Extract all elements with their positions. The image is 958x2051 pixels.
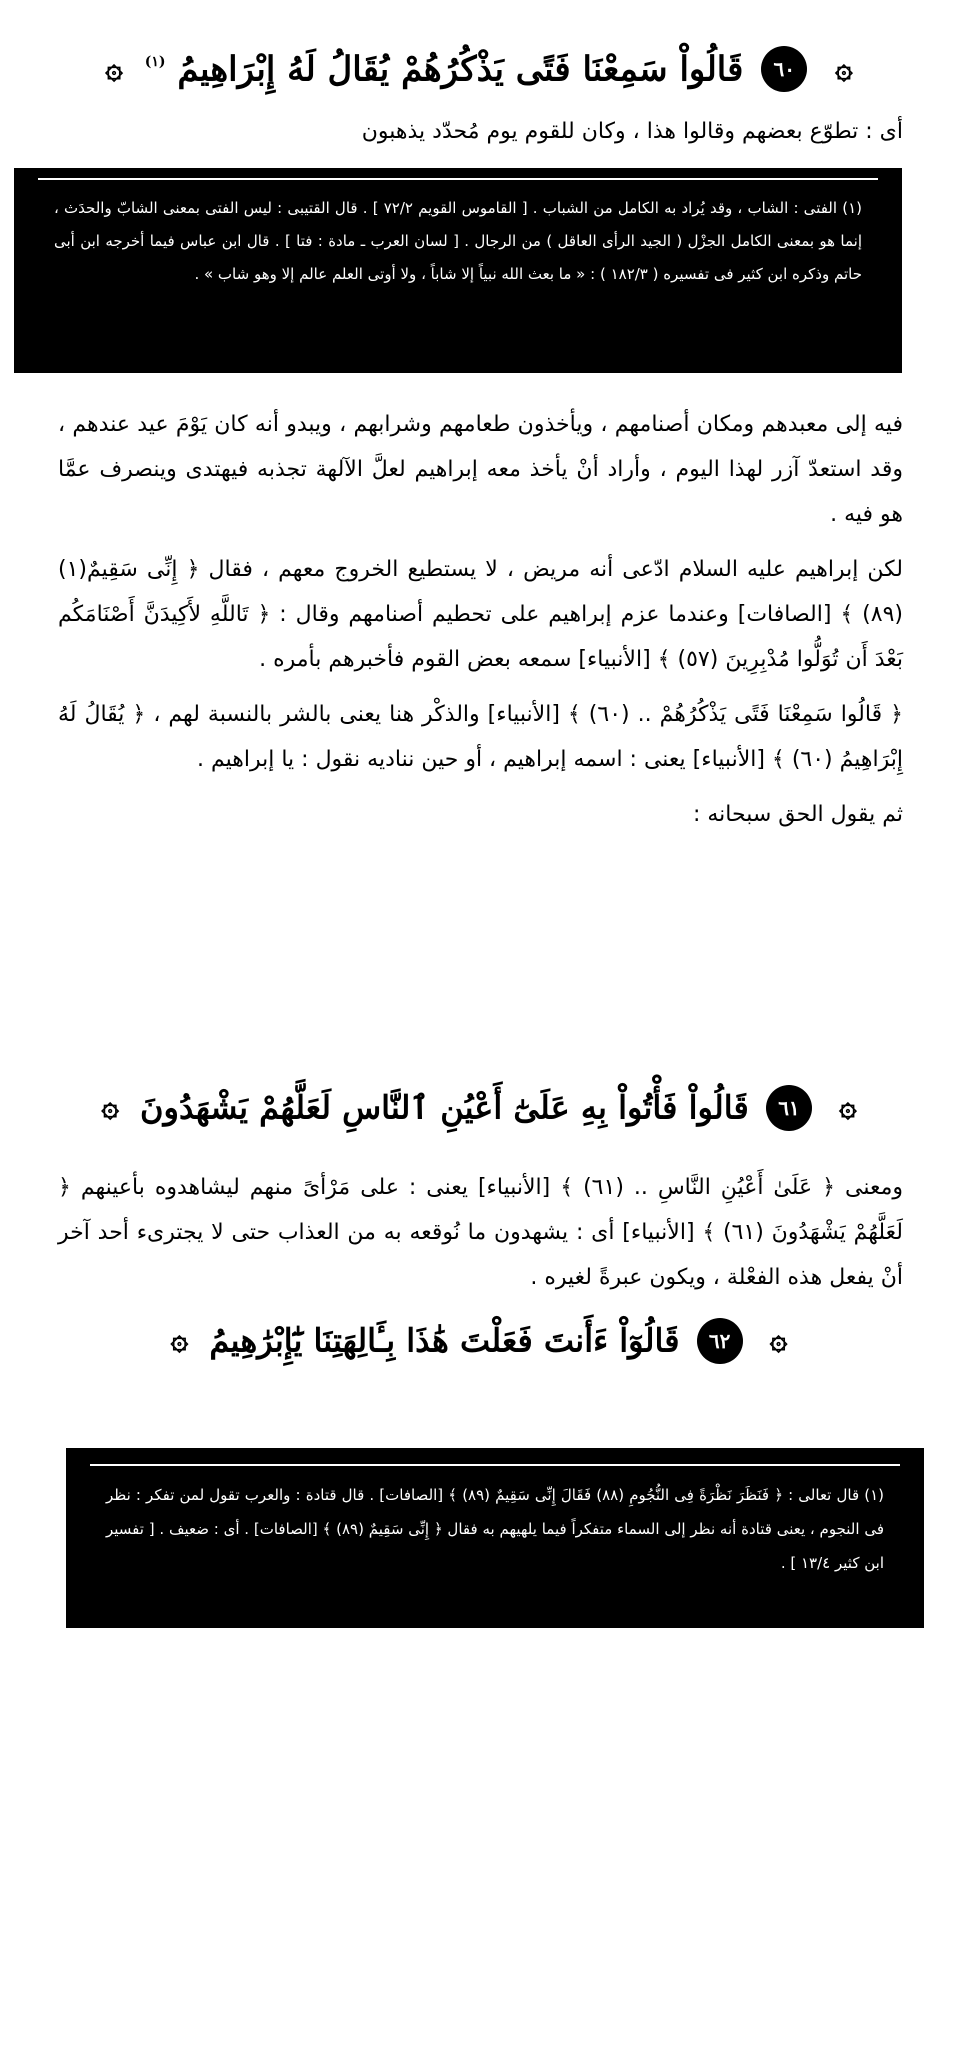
ornament-icon: ۞: [769, 1322, 788, 1357]
ornament-icon: ۞: [170, 1322, 189, 1357]
verse-60-header: [0, 22, 958, 102]
footnote-marker: (١): [144, 54, 166, 70]
verse-text: قَالُوٓاْ ءَأَنتَ فَعَلْتَ هَٰذَا بِـَٔالِهَتِنَا يَٰٓإِبْرَٰهِيمُ: [209, 1321, 680, 1360]
footnote-text: (١) الفتى : الشاب ، وقد يُراد به الكامل من الشباب . [ القاموس القويم ٧٢/٢ ] . قال القتيبى : ليس الفتى بمعنى الشابّ والحدَث ، إنما هو بمعنى الكامل الجزْل ( الجيد الرأى العاقل ) من الرجال . [ لسان العرب ـ مادة : فتا ] . قال ابن عباس فيما أخرجه ابن أبى حاتم وذكره ابن كثير فى تفسيره ( ١٨٢/٣ ) : « ما بعث الله نبياً إلا شاباً ، ولا أوتى العلم عالم إلا وهو شاب » .: [54, 199, 862, 283]
verse-number-badge: ٦٠: [761, 46, 807, 92]
verse-61-header: [0, 1065, 958, 1145]
verse-number-badge: ٦٢: [697, 1318, 743, 1364]
verse-number-badge: ٦١: [766, 1085, 812, 1131]
paragraph: ومعنى ﴿ عَلَىٰ أَعْيُنِ النَّاسِ .. (٦١) ﴾ [الأنبياء] يعنى : على مَرْأىً منهم ليشاهدوه بأعينهم ﴿ لَعَلَّهُمْ يَشْهَدُونَ (٦١) ﴾ [الأنبياء] أى : يشهدون ما نُوقعه به من العذاب حتى لا يجترىء أحد آخر أنْ يفعل هذه الفعْلة ، ويكون عبرةً لغيره .: [58, 1175, 903, 1290]
footnote-separator: [38, 178, 878, 180]
paragraph: لكن إبراهيم عليه السلام ادّعى أنه مريض ، لا يستطيع الخروج معهم ، فقال ﴿ إِنِّى سَقِيمٌ(١) (٨٩) ﴾ [الصافات] وعندما عزم إبراهيم على تحطيم أصنامهم وقال : ﴿ تَاللَّهِ لأَكِيدَنَّ أَصْنَامَكُم بَعْدَ أَن تُوَلُّوا مُدْبِرِينَ (٥٧) ﴾ [الأنبياء] سمعه بعض القوم فأخبرهم بأمره .: [58, 557, 903, 672]
paragraph: ﴿ قَالُوا سَمِعْنَا فَتًى يَذْكُرُهُمْ .. (٦٠) ﴾ [الأنبياء] والذكْر هنا يعنى بالشر بالنسبة لهم ، ﴿ يُقَالُ لَهُ إِبْرَاهِيمُ (٦٠) ﴾ [الأنبياء] يعنى : اسمه إبراهيم ، أو حين نناديه نقول : يا إبراهيم .: [58, 702, 903, 772]
footnote-box-1: [14, 168, 902, 373]
verse-text: قَالُواْ فَأْتُواْ بِهِ عَلَىٰٓ أَعْيُنِ ٱلنَّاسِ لَعَلَّهُمْ يَشْهَدُونَ: [140, 1088, 749, 1127]
ornament-icon: ۞: [101, 1089, 119, 1124]
paragraph: ثم يقول الحق سبحانه :: [692, 802, 903, 827]
verse-text: قَالُواْ سَمِعْنَا فَتًى يَذْكُرُهُمْ يُقَالُ لَهُ إِبْرَاهِيمُ: [177, 49, 744, 90]
body-text-2: [58, 1165, 903, 1310]
verse-62-header: [0, 1298, 958, 1378]
ornament-icon: ۞: [835, 51, 853, 87]
footnote-text: (١) قال تعالى : ﴿ فَنَظَرَ نَظْرَةً فِى النُّجُومِ (٨٨) فَقَالَ إِنِّى سَقِيمٌ (٨٩) ﴾ [الصافات] . قال قتادة : والعرب تقول لمن تفكر : نظر فى النجوم ، يعنى قتادة أنه نظر إلى السماء متفكراً فيما يلهيهم به فقال ﴿ إِنِّى سَقِيمٌ (٨٩) ﴾ [الصافات] . أى : ضعيف . [ تفسير ابن كثير ١٣/٤ ] .: [106, 1486, 885, 1572]
footnote-box-2: [66, 1448, 924, 1628]
body-text: [58, 402, 903, 847]
ornament-icon: ۞: [839, 1089, 857, 1124]
paragraph: فيه إلى معبدهم ومكان أصنامهم ، ويأخذون طعامهم وشرابهم ، ويبدو أنه كان يَوْمَ عيد عندهم ، وقد استعدّ آزر لهذا اليوم ، وأراد أنْ يأخذ معه إبراهيم لعلَّ الآلهة تجذبه فيهتدى وينصرف عمَّا هو فيه .: [58, 412, 903, 527]
intro-line: أى : تطوّع بعضهم وقالوا هذا ، وكان للقوم يوم مُحدّد يذهبون: [361, 119, 903, 144]
ornament-icon: ۞: [105, 51, 123, 87]
footnote-separator: [90, 1464, 900, 1466]
